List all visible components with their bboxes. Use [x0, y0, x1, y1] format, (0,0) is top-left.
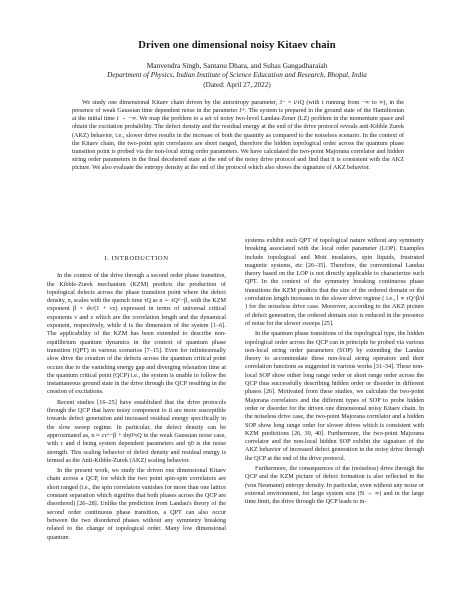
paragraph: In the quantum phase transitions of the topological type, the hidden topological order across the QCP can in principle be probed via various non-local string order parameters (SOP) by extending the Landau theory to accommodate these non-local string operators and their correlation functions as suggested in various works [31–34]. These non-local SOP show either long range order or short range order across the QCP thus successfully describing hidden order or disorder in different phases [26]. Motivated from these studies, we calculate the two-point Majorana correlators and the different types of SOP to probe hidden order or disorder for the driven one dimensional noisy Kitaev chain. In the noiseless drive case, the two-point Majorana correlator and a hidden SOP show long range order for slower drives which is consistent with KZM predictions [26, 39, 40]. Furthermore, the two-point Majorana correlator and the non-local hidden SOP exhibit the signature of the AKZ behavior of increased defect generation in the noisy drive through the QCP at the end of the drive protocol.: [245, 330, 424, 462]
affiliation: Department of Physics, Indian Institute of Science Education and Research, Bhopal, India: [107, 71, 367, 79]
paragraph: systems exhibit such QPT of topological nature without any symmetry breaking associated with the local order parameter (LOP). Examples include topological and Mott insulators, spin liquids, frustrated magnetic systems, etc [26–35]. Therefore, the conventional Landau theory based on the LOP is not directly applicable to characterize such QPT. In the context of the symmetry breaking continuous phase transitions the KZM predicts that the size of the ordered domain or the correlation length increases in the slower drive regime ( i.e., l ∝ τQ^β/d ) for the noiseless drive case. Moreover, according to the AKZ picture of defect generation, the ordered domain size is reduced in the presence of noise for the slower sweeps [25].: [245, 237, 424, 327]
paragraph: Furthermore, the consequences of the (noiseless) drive through the QCP and the KZM picture of defect formation is also reflected in the (von Neumann) entropy density. In particular, even without any noise or external environment, for large system size (N → ∞) and in the large time limit, the drive through the QCP leads to in-: [245, 465, 424, 506]
paragraph: Recent studies [16–25] have established that the drive protocols through the QCP that have noisy component to it are more susceptible towards defect generation and increased residual energy specifically in the slow sweep regime. In particular, the defect density can be approximated as, n ≈ cτ^−β + dη0²τQ in the weak Gaussian noise case, with c and d being system dependent parameters and η0 is the noise strength. This scaling behavior of defect density and residual energy is termed as the Anti-Kibble-Zurek (AKZ) scaling behavior.: [47, 398, 226, 464]
paper-title: Driven one dimensional noisy Kitaev chain: [138, 40, 336, 51]
abstract: We study one dimensional Kitaev chain driven by the anisotropy parameter, J− = t/τQ (with t running from −∞ to ∞), in the presence of weak Gaussian time dependent noise in the parameter J+. The system is prepared in the ground state of the Hamiltonian at the initial time t → −∞. We map the problem to a set of noisy two-level Landau-Zener (LZ) problem in the momentum space and obtain the excitation probability. The defect density and the residual energy at the end of the drive protocol reveals anti-Kibble Zurek (AKZ) behavior, i.e., slower drive results in the increase of both the quantity as compared to the noiseless scenario. In the context of the Kitaev chain, the two-point spin correlators are short ranged, therefore the hidden topological order across the quantum phase transition point is probed via the non-local string order parameters. We have calculated the two-point Majorana correlator and hidden string order parameters in the final decohered state at the end of the noisy drive protocol and find that it is consistent with the AKZ picture. We also evaluate the entropy density at the end of the protocol which also shows the signature of AKZ behavior.: [72, 99, 404, 172]
paragraph: In the context of the drive through a second order phase transition, the Kibble-Zurek mechanism (KZM) predicts the production of topological defects across the phase transition point where the defect density, n, scales with the quench time τQ as n ∼ τQ^−β, with the KZM exponent β = dν/(1 + νz) expressed in terms of universal critical exponents ν and z which are the correlation length and the dynamical exponent, respectively, while d is the dimension of the system [1–6]. The applicability of the KZM has been extended to describe non-equilibrium quantum dynamics in the context of quantum phase transition (QPT) in various scenarios [7–15]. Even for infinitesimally slow drive the creation of the defects across the quantum critical point occurs due to the vanishing energy gap and diverging relaxation time at the quantum critical point (QCP) i.e., the system is unable to follow the instantaneous ground state in the drive through the QCP resulting in the creation of excitations.: [47, 272, 226, 396]
section-heading: I. INTRODUCTION: [104, 255, 169, 262]
author-list: Manvendra Singh, Santanu Dhara, and Suhas Gangadharaiah: [146, 61, 328, 70]
paragraph: In the present work, we study the driven one dimensional Kitaev chain across a QCP, for which the two point spin-spin correlators are short ranged (i.e., the spin correlators vanishes for more than one lattice constant separation which signifies that both phases across the QCP are disordered) [26–28]. Unlike the prediction from Landau's theory of the second order continuous phase transition, a QPT can also occur between the two disordered phases without any symmetry breaking related to the change of topological order. Many low dimensional quantum: [47, 467, 226, 541]
right-column: [245, 237, 424, 587]
date-line: (Dated: April 27, 2022): [203, 81, 271, 89]
left-column: [47, 255, 226, 605]
